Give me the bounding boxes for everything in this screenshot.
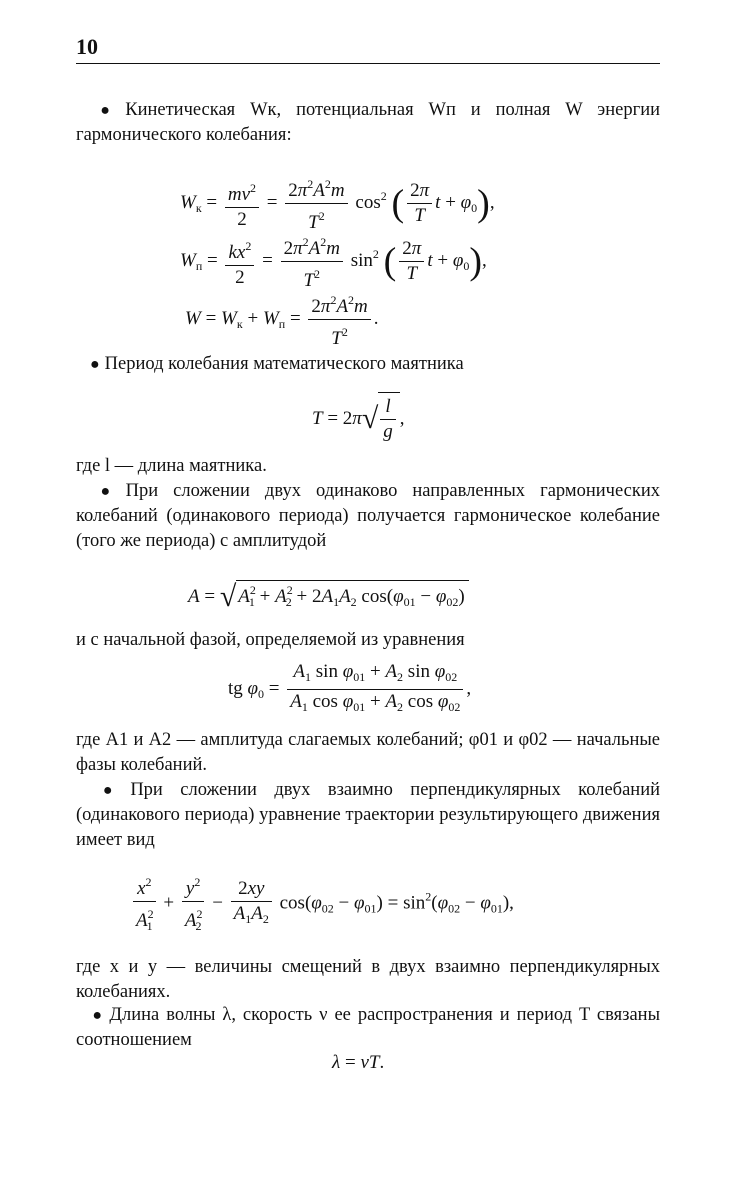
bullet-icon: ●	[90, 1007, 105, 1024]
kinetic-energy-formula: $W_к$ = $\frac{mv^2}{2}$ = $\frac{2\pi^2A^2m}{T^2}$ $\cos^2$ ( $\frac{2\pi}{T}$ $t + \varphi_0$),	[180, 172, 495, 235]
trajectory-formula: $\frac{x^2}{A^2_1}$ + $\frac{y^2}{A^2_2}$ − $\frac{2xy}{A_1A_2}$ $\cos(\varphi_{02} - \varphi_{01}) = \sin^2(\varphi_{02} - \varphi_{01})$,	[130, 870, 514, 938]
amplitude-formula: A = √ $A^2_1 + A^2_2 + 2A_1A_2$ $\cos(\varphi_{01} - \varphi_{02})$	[188, 580, 469, 614]
superposition-where: где A1 и A2 — амплитуда слагаемых колебаний; φ01 и φ02 — начальные фазы колебаний.	[76, 730, 660, 775]
wave-intro: ● Длина волны λ, скорость ν ее распространения и период T связаны соотношением	[76, 1005, 660, 1050]
energy-intro: ● Кинетическая Wк, потенциальная Wп и полная W энергии гармонического колебания:	[76, 100, 660, 145]
wave-formula: λ = νT.	[332, 1052, 385, 1073]
phase-formula: tg $\varphi_0$ = $\frac{A_1 \sin \varphi_{01} + A_2 \sin \varphi_{02}}{A_1 \cos \varphi_{01} + A_2 \cos \varphi_{02}}$ ,	[228, 661, 472, 714]
phase-intro: и с начальной фазой, определяемой из уравнения	[76, 630, 465, 650]
bullet-icon: ●	[90, 356, 100, 373]
pendulum-intro: ● Период колебания математического маятника	[90, 354, 464, 374]
potential-energy-formula: $W_п$ = $\frac{kx^2}{2}$ = $\frac{2\pi^2A^2m}{T^2}$ $\sin^2$ ( $\frac{2\pi}{T}$ $t + \varphi_0$),	[180, 230, 487, 293]
total-energy-formula: $W = W_к + W_п$ = $\frac{2\pi^2A^2m}{T^2}$ .	[185, 288, 379, 351]
bullet-icon: ●	[90, 102, 121, 119]
pendulum-where: где l — длина маятника.	[76, 456, 267, 476]
superposition-intro: ● При сложении двух одинаково направленных гармонических колебаний (одинакового периода) получается гармоническое колебание (того же периода) с амплитудой	[76, 481, 660, 551]
pendulum-formula: T = 2π√ $\frac{l}{g}$ ,	[312, 392, 405, 444]
header-rule	[76, 63, 660, 64]
bullet-icon: ●	[90, 782, 126, 799]
bullet-icon: ●	[90, 483, 121, 500]
page-number: 10	[76, 34, 98, 59]
perpendicular-where: где x и y — величины смещений в двух взаимно перпендикулярных колебаниях.	[76, 957, 660, 1002]
perpendicular-intro: ● При сложении двух взаимно перпендикулярных колебаний (одинакового периода) уравнение траектории результирующего движения имеет вид	[76, 780, 660, 850]
